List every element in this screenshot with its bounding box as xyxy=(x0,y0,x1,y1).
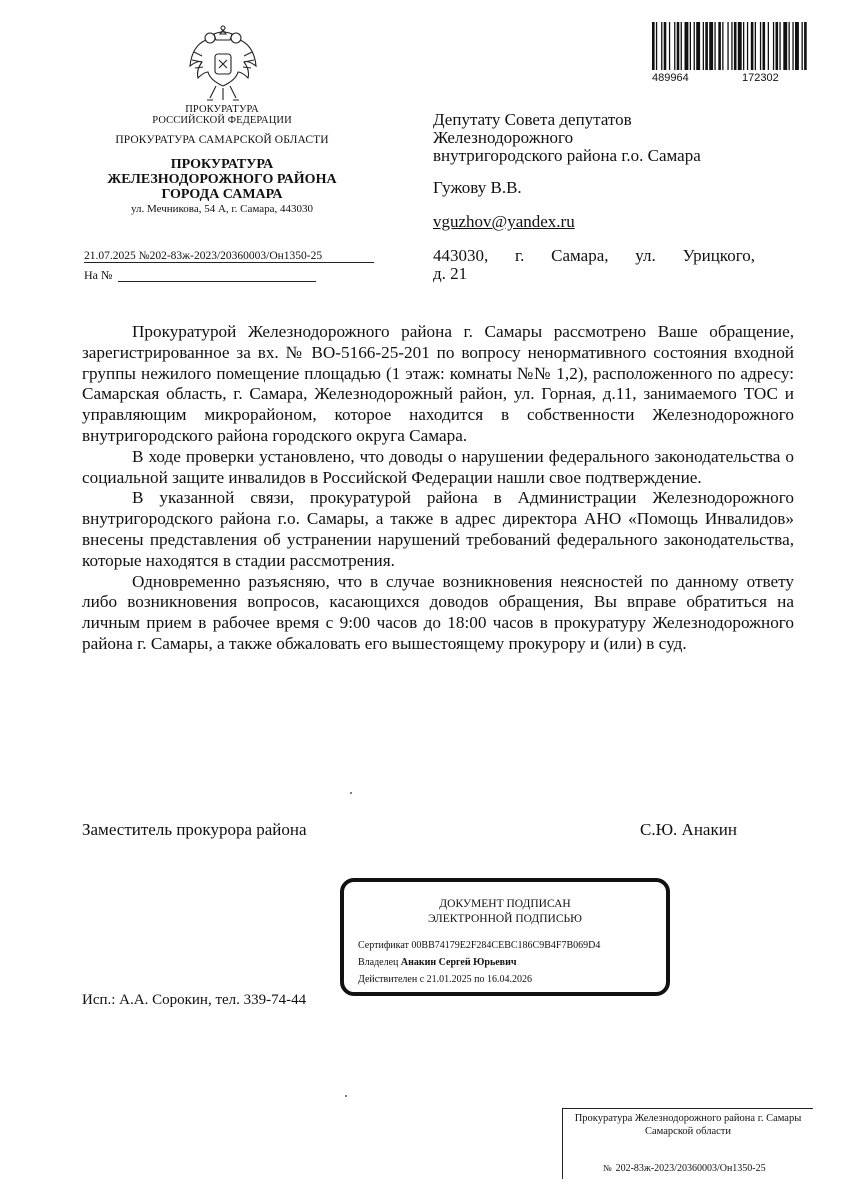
header-org-line2: РОССИЙСКОЙ ФЕДЕРАЦИИ xyxy=(152,115,292,126)
barcode-bar xyxy=(703,22,704,70)
header-address: ул. Мечникова, 54 А, г. Самара, 443030 xyxy=(130,203,314,215)
barcode-bar xyxy=(747,22,748,70)
recipient-line1: Депутату Совета депутатов xyxy=(433,110,632,129)
body-paragraph-3: В указанной связи, прокуратурой района в Администрации Железнодорожного внутригородского района г.о. Самары, а также в адрес директора АНО «Помощь Инвалидов» внесены представления об устранении нарушений требований федерального законодательства, которые находятся в стадии рассмотрения. xyxy=(82,488,794,570)
barcode-bar xyxy=(690,22,691,70)
barcode-bar xyxy=(656,22,657,70)
barcode-bar xyxy=(731,22,732,70)
barcode-bar xyxy=(681,22,682,70)
barcode-digits-right: 172302 xyxy=(742,72,779,84)
reference-line xyxy=(118,281,316,282)
registration-stamp-org: Прокуратура Железнодорожного района г. Самары Самарской области xyxy=(574,1113,802,1137)
esign-cert-label: Сертификат xyxy=(358,940,409,951)
executor-contact: Исп.: А.А. Сорокин, тел. 339-74-44 xyxy=(82,992,307,1008)
header-org-line1: ПРОКУРАТУРА xyxy=(185,104,259,115)
barcode-bar xyxy=(714,22,715,70)
barcode-bar xyxy=(763,22,766,70)
barcode-bar xyxy=(783,22,787,70)
barcode-bar xyxy=(669,22,670,70)
barcode-bar xyxy=(755,22,756,70)
body-paragraph-2: В ходе проверки установлено, что доводы о нарушении федерального законодательства о социальной защите инвалидов в Российской Федерации нашли свое подтверждение. xyxy=(82,446,794,487)
barcode-bar xyxy=(760,22,761,70)
body-paragraph-1: Прокуратурой Железнодорожного района г. Самары рассмотрено Ваше обращение, зарегистрированное за вх. № ВО-5166-25-201 по вопросу ненормативного состояния входной группы нежилого помещение площадью (1 этаж: комнаты №№ 1,2), расположенного по адресу: Самарская область, г. Самара, Железнодорожный район, ул. Горная, д.11, занимаемого ТОС и управляющим микрорайоном, которое находится в собственности Железнодорожного внутригородского района городского округа Самара. xyxy=(82,322,794,445)
barcode-bar xyxy=(773,22,774,70)
header-title-line2: ЖЕЛЕЗНОДОРОЖНОГО РАЙОНА xyxy=(107,172,337,187)
barcode-bar xyxy=(734,22,737,70)
barcode-bar xyxy=(727,22,728,70)
esign-heading-line2: ЭЛЕКТРОННОЙ ПОДПИСЬЮ xyxy=(428,913,582,925)
esign-valid-label: Действителен с xyxy=(358,974,425,985)
barcode-bar xyxy=(661,22,662,70)
header-org-line3: ПРОКУРАТУРА САМАРСКОЙ ОБЛАСТИ xyxy=(115,134,329,146)
esign-valid-to-label: по xyxy=(474,974,485,985)
barcode-bar xyxy=(709,22,713,70)
barcode-bar xyxy=(722,22,723,70)
reg-number-underline xyxy=(84,262,374,263)
barcode-bar xyxy=(718,22,721,70)
barcode-bar xyxy=(802,22,803,70)
recipient-address-line2: д. 21 xyxy=(433,264,468,283)
barcode-bar xyxy=(738,22,742,70)
barcode-bar xyxy=(685,22,689,70)
barcode-bar xyxy=(674,22,675,70)
letter-body xyxy=(82,322,794,655)
recipient-address-line1: 443030, г. Самара, ул. Урицкого, xyxy=(433,246,755,265)
esign-certificate xyxy=(358,940,600,951)
barcode-bar xyxy=(776,22,779,70)
barcode-bar xyxy=(792,22,793,70)
header-title-line1: ПРОКУРАТУРА xyxy=(170,157,274,172)
barcode-bar xyxy=(705,22,708,70)
recipient-email-link[interactable]: vguzhov@yandex.ru xyxy=(433,212,575,231)
barcode-bar xyxy=(795,22,799,70)
outgoing-reg-number: 21.07.2025 №202-83ж-2023/20360003/Он1350-25 xyxy=(84,250,323,262)
esign-owner-label: Владелец xyxy=(358,957,399,968)
barcode-bar xyxy=(768,22,769,70)
registration-stamp xyxy=(562,1108,813,1179)
barcode-bar xyxy=(779,22,780,70)
barcode-bar xyxy=(694,22,695,70)
barcode-bar xyxy=(743,22,744,70)
barcode-bar xyxy=(804,22,807,70)
esign-heading-line1: ДОКУМЕНТ ПОДПИСАН xyxy=(439,898,571,910)
scan-speck xyxy=(350,792,352,794)
esign-owner-value: Анакин Сергей Юрьевич xyxy=(400,957,517,968)
electronic-signature-stamp xyxy=(340,878,670,996)
esign-valid-from: 21.01.2025 xyxy=(426,974,472,985)
number-sign: № xyxy=(603,1163,612,1173)
recipient-line3: внутригородского района г.о. Самара xyxy=(433,146,701,165)
registration-stamp-number xyxy=(603,1163,766,1174)
barcode-bar xyxy=(789,22,790,70)
registration-number-value: 202-83ж-2023/20360003/Он1350-25 xyxy=(615,1163,766,1174)
scan-speck xyxy=(345,1095,347,1097)
body-paragraph-4: Одновременно разъясняю, что в случае возникновения неясностей по данному ответу либо возникновения вопросов, касающихся доводов обращения, Вы вправе обратиться на личным прием в рабочее время с 9:00 часов до 18:00 часов в прокуратуру Железнодорожного района г. Самары, а также обжаловать его вышестоящему прокурору и (или) в суд. xyxy=(82,571,794,653)
barcode-digits-left: 489964 xyxy=(652,72,689,84)
reference-label: На № xyxy=(84,268,113,282)
recipient-name: Гужову В.В. xyxy=(433,178,522,197)
signer-name: С.Ю. Анакин xyxy=(640,820,737,839)
barcode-icon xyxy=(650,22,810,70)
coat-of-arms-icon xyxy=(186,24,260,104)
barcode-bar xyxy=(652,22,655,70)
signer-position: Заместитель прокурора района xyxy=(82,820,307,839)
recipient-line2: Железнодорожного xyxy=(433,128,574,147)
esign-valid-to: 16.04.2026 xyxy=(487,974,533,985)
barcode-bar xyxy=(696,22,700,70)
header-title-line3: ГОРОДА САМАРА xyxy=(161,187,283,202)
barcode-bar xyxy=(677,22,680,70)
esign-cert-value: 00BB74179E2F284CEBC186C9B4F7B069D4 xyxy=(411,940,601,951)
barcode-bar xyxy=(664,22,667,70)
esign-owner xyxy=(358,957,516,968)
esign-validity xyxy=(358,974,532,985)
barcode-bar xyxy=(751,22,754,70)
